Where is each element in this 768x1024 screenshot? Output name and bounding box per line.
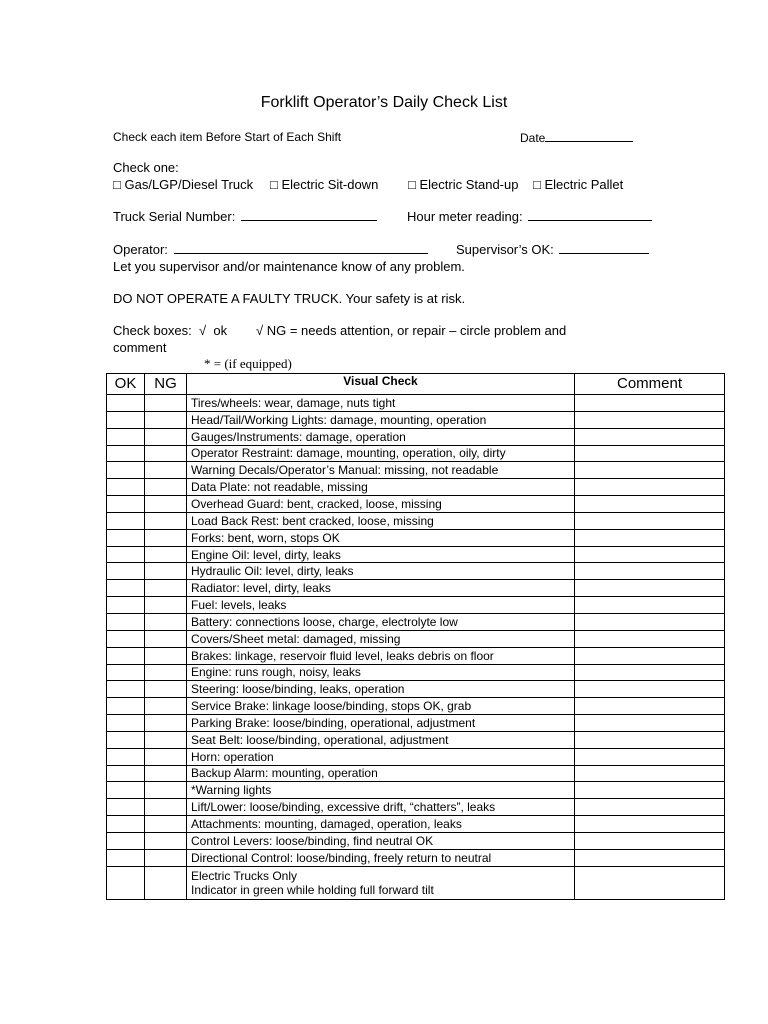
comment-cell[interactable] — [575, 395, 725, 412]
checklist-table — [106, 373, 725, 900]
comment-cell[interactable] — [575, 664, 725, 681]
comment-cell[interactable] — [575, 613, 725, 630]
comment-cell[interactable] — [575, 866, 725, 899]
comment-cell[interactable] — [575, 630, 725, 647]
ng-cell[interactable] — [145, 816, 187, 833]
table-row — [107, 849, 725, 866]
visual-check-item: Horn: operation — [187, 748, 575, 765]
comment-cell[interactable] — [575, 782, 725, 799]
ok-cell[interactable] — [107, 546, 145, 563]
ok-cell[interactable] — [107, 613, 145, 630]
visual-check-item — [187, 866, 575, 899]
comment-cell[interactable] — [575, 496, 725, 513]
comment-cell[interactable] — [575, 428, 725, 445]
comment-cell[interactable] — [575, 849, 725, 866]
table-row — [107, 630, 725, 647]
ok-cell[interactable] — [107, 849, 145, 866]
ok-cell[interactable] — [107, 529, 145, 546]
visual-check-item: Battery: connections loose, charge, electrolyte low — [187, 613, 575, 630]
ng-cell[interactable] — [145, 395, 187, 412]
comment-header: Comment — [575, 374, 725, 395]
table-row — [107, 681, 725, 698]
notify-text: Let you supervisor and/or maintenance know of any problem. — [113, 259, 465, 274]
visual-check-item: Directional Control: loose/binding, freely return to neutral — [187, 849, 575, 866]
ng-cell[interactable] — [145, 715, 187, 732]
checkbox-icon[interactable]: □ — [533, 177, 541, 192]
table-row — [107, 731, 725, 748]
visual-check-item: Gauges/Instruments: damage, operation — [187, 428, 575, 445]
visual-check-item: Brakes: linkage, reservoir fluid level, leaks debris on floor — [187, 647, 575, 664]
ok-cell[interactable] — [107, 630, 145, 647]
visual-check-item: Engine Oil: level, dirty, leaks — [187, 546, 575, 563]
comment-cell[interactable] — [575, 816, 725, 833]
ng-cell[interactable] — [145, 479, 187, 496]
ng-cell[interactable] — [145, 428, 187, 445]
visual-check-item: Overhead Guard: bent, cracked, loose, missing — [187, 496, 575, 513]
visual-check-item: Forks: bent, worn, stops OK — [187, 529, 575, 546]
table-row — [107, 411, 725, 428]
visual-check-item: Steering: loose/binding, leaks, operation — [187, 681, 575, 698]
comment-cell[interactable] — [575, 512, 725, 529]
truck-type-electric-sit-down[interactable] — [270, 177, 378, 192]
comment-cell[interactable] — [575, 445, 725, 462]
ng-cell[interactable] — [145, 529, 187, 546]
hour-meter-blank[interactable] — [528, 209, 652, 221]
ng-cell[interactable] — [145, 748, 187, 765]
supervisor-field[interactable] — [456, 242, 649, 257]
ng-cell[interactable] — [145, 597, 187, 614]
ng-cell[interactable] — [145, 647, 187, 664]
ok-cell[interactable] — [107, 799, 145, 816]
truck-type-label: Electric Sit-down — [281, 177, 379, 192]
visual-check-header: Visual Check — [187, 374, 575, 395]
table-row — [107, 715, 725, 732]
ok-cell[interactable] — [107, 479, 145, 496]
table-row — [107, 782, 725, 799]
operator-label: Operator: — [113, 242, 168, 257]
ok-cell[interactable] — [107, 580, 145, 597]
comment-cell[interactable] — [575, 563, 725, 580]
ng-cell[interactable] — [145, 580, 187, 597]
table-row — [107, 597, 725, 614]
operator-blank[interactable] — [174, 242, 428, 254]
table-row — [107, 428, 725, 445]
equipped-note: * = (if equipped) — [204, 356, 292, 371]
ok-cell[interactable] — [107, 681, 145, 698]
table-row — [107, 765, 725, 782]
ng-cell[interactable] — [145, 411, 187, 428]
shift-instruction: Check each item Before Start of Each Shift — [113, 130, 342, 144]
ng-cell[interactable] — [145, 496, 187, 513]
truck-type-label: Electric Stand-up — [419, 177, 519, 192]
table-row — [107, 816, 725, 833]
comment-cell[interactable] — [575, 580, 725, 597]
ok-cell[interactable] — [107, 731, 145, 748]
ng-cell[interactable] — [145, 563, 187, 580]
visual-check-item: Load Back Rest: bent cracked, loose, missing — [187, 512, 575, 529]
ng-cell[interactable] — [145, 799, 187, 816]
supervisor-blank[interactable] — [559, 242, 649, 254]
ok-cell[interactable] — [107, 748, 145, 765]
table-row — [107, 832, 725, 849]
checkbox-icon[interactable]: □ — [270, 177, 278, 192]
ok-cell[interactable] — [107, 462, 145, 479]
checkbox-icon[interactable]: □ — [113, 177, 121, 192]
operator-field[interactable] — [113, 242, 428, 257]
comment-cell[interactable] — [575, 731, 725, 748]
truck-type-electric-pallet[interactable] — [533, 177, 623, 192]
table-row — [107, 395, 725, 412]
table-row — [107, 647, 725, 664]
table-row — [107, 866, 725, 899]
check-one-label: Check one: — [113, 160, 179, 175]
comment-cell[interactable] — [575, 597, 725, 614]
visual-check-item-line: Electric Trucks Only — [191, 868, 298, 883]
ng-cell[interactable] — [145, 613, 187, 630]
visual-check-item: Fuel: levels, leaks — [187, 597, 575, 614]
ok-cell[interactable] — [107, 816, 145, 833]
visual-check-item: Data Plate: not readable, missing — [187, 479, 575, 496]
ok-cell[interactable] — [107, 715, 145, 732]
serial-number-field[interactable] — [113, 209, 377, 224]
comment-cell[interactable] — [575, 799, 725, 816]
table-row — [107, 546, 725, 563]
warning-text: DO NOT OPERATE A FAULTY TRUCK. Your safety is at risk. — [113, 291, 466, 306]
table-row — [107, 799, 725, 816]
visual-check-item: Parking Brake: loose/binding, operational, adjustment — [187, 715, 575, 732]
ng-cell[interactable] — [145, 664, 187, 681]
ok-cell[interactable] — [107, 411, 145, 428]
visual-check-item: Backup Alarm: mounting, operation — [187, 765, 575, 782]
ok-cell[interactable] — [107, 698, 145, 715]
table-row — [107, 512, 725, 529]
visual-check-item: Service Brake: linkage loose/binding, stops OK, grab — [187, 698, 575, 715]
visual-check-item: *Warning lights — [187, 782, 575, 799]
serial-number-label: Truck Serial Number: — [113, 209, 236, 224]
date-field[interactable] — [520, 130, 633, 145]
ng-cell[interactable] — [145, 630, 187, 647]
table-row — [107, 563, 725, 580]
visual-check-item: Seat Belt: loose/binding, operational, adjustment — [187, 731, 575, 748]
table-row — [107, 479, 725, 496]
visual-check-item-line: Indicator in green while holding full forward tilt — [191, 882, 434, 897]
ng-header: NG — [145, 374, 187, 395]
comment-cell[interactable] — [575, 647, 725, 664]
ok-cell[interactable] — [107, 765, 145, 782]
hour-meter-field[interactable] — [407, 209, 652, 224]
comment-cell[interactable] — [575, 479, 725, 496]
hour-meter-label: Hour meter reading: — [407, 209, 523, 224]
comment-cell[interactable] — [575, 681, 725, 698]
table-row — [107, 580, 725, 597]
visual-check-item: Radiator: level, dirty, leaks — [187, 580, 575, 597]
ng-cell[interactable] — [145, 832, 187, 849]
supervisor-label: Supervisor’s OK: — [456, 242, 554, 257]
ok-cell[interactable] — [107, 445, 145, 462]
truck-type-label: Gas/LGP/Diesel Truck — [124, 177, 254, 192]
visual-check-item: Covers/Sheet metal: damaged, missing — [187, 630, 575, 647]
truck-type-label: Electric Pallet — [544, 177, 624, 192]
date-blank[interactable] — [545, 130, 633, 142]
ok-cell[interactable] — [107, 512, 145, 529]
visual-check-item: Hydraulic Oil: level, dirty, leaks — [187, 563, 575, 580]
ok-cell[interactable] — [107, 647, 145, 664]
ok-cell[interactable] — [107, 563, 145, 580]
visual-check-item: Control Levers: loose/binding, find neutral OK — [187, 832, 575, 849]
table-row — [107, 664, 725, 681]
truck-type-gas[interactable] — [113, 177, 253, 192]
visual-check-item: Engine: runs rough, noisy, leaks — [187, 664, 575, 681]
table-row — [107, 698, 725, 715]
table-header-row — [107, 374, 725, 395]
ok-cell[interactable] — [107, 496, 145, 513]
ng-cell[interactable] — [145, 731, 187, 748]
ng-cell[interactable] — [145, 512, 187, 529]
check-boxes-legend: Check boxes: √ ok √ NG = needs attention, or repair – circle problem and — [113, 323, 567, 338]
comment-cell[interactable] — [575, 546, 725, 563]
comment-cell[interactable] — [575, 529, 725, 546]
table-row — [107, 613, 725, 630]
ng-cell[interactable] — [145, 698, 187, 715]
table-row — [107, 529, 725, 546]
ng-cell[interactable] — [145, 765, 187, 782]
ng-cell[interactable] — [145, 782, 187, 799]
page-title: Forklift Operator’s Daily Check List — [260, 94, 508, 111]
serial-number-blank[interactable] — [241, 209, 377, 221]
date-label: Date — [520, 131, 546, 145]
ng-cell[interactable] — [145, 462, 187, 479]
visual-check-item: Warning Decals/Operator’s Manual: missing, not readable — [187, 462, 575, 479]
comment-cell[interactable] — [575, 411, 725, 428]
visual-check-item: Tires/wheels: wear, damage, nuts tight — [187, 395, 575, 412]
ok-cell[interactable] — [107, 597, 145, 614]
ok-cell[interactable] — [107, 782, 145, 799]
truck-type-electric-stand-up[interactable] — [408, 177, 518, 192]
comment-cell[interactable] — [575, 765, 725, 782]
visual-check-item: Operator Restraint: damage, mounting, operation, oily, dirty — [187, 445, 575, 462]
comment-cell[interactable] — [575, 715, 725, 732]
visual-check-item: Lift/Lower: loose/binding, excessive drift, “chatters”, leaks — [187, 799, 575, 816]
visual-check-item: Head/Tail/Working Lights: damage, mounting, operation — [187, 411, 575, 428]
ng-cell[interactable] — [145, 866, 187, 899]
comment-cell[interactable] — [575, 698, 725, 715]
table-row — [107, 496, 725, 513]
ok-cell[interactable] — [107, 428, 145, 445]
ng-cell[interactable] — [145, 681, 187, 698]
comment-cell[interactable] — [575, 748, 725, 765]
check-boxes-legend-cont: comment — [113, 340, 167, 355]
ng-cell[interactable] — [145, 849, 187, 866]
comment-cell[interactable] — [575, 462, 725, 479]
table-row — [107, 445, 725, 462]
ok-cell[interactable] — [107, 664, 145, 681]
checkbox-icon[interactable]: □ — [408, 177, 416, 192]
ok-cell[interactable] — [107, 866, 145, 899]
comment-cell[interactable] — [575, 832, 725, 849]
ok-cell[interactable] — [107, 395, 145, 412]
ng-cell[interactable] — [145, 546, 187, 563]
ng-cell[interactable] — [145, 445, 187, 462]
table-row — [107, 748, 725, 765]
checklist-body — [107, 395, 725, 900]
table-row — [107, 462, 725, 479]
visual-check-item: Attachments: mounting, damaged, operation, leaks — [187, 816, 575, 833]
ok-cell[interactable] — [107, 832, 145, 849]
ok-header: OK — [107, 374, 145, 395]
